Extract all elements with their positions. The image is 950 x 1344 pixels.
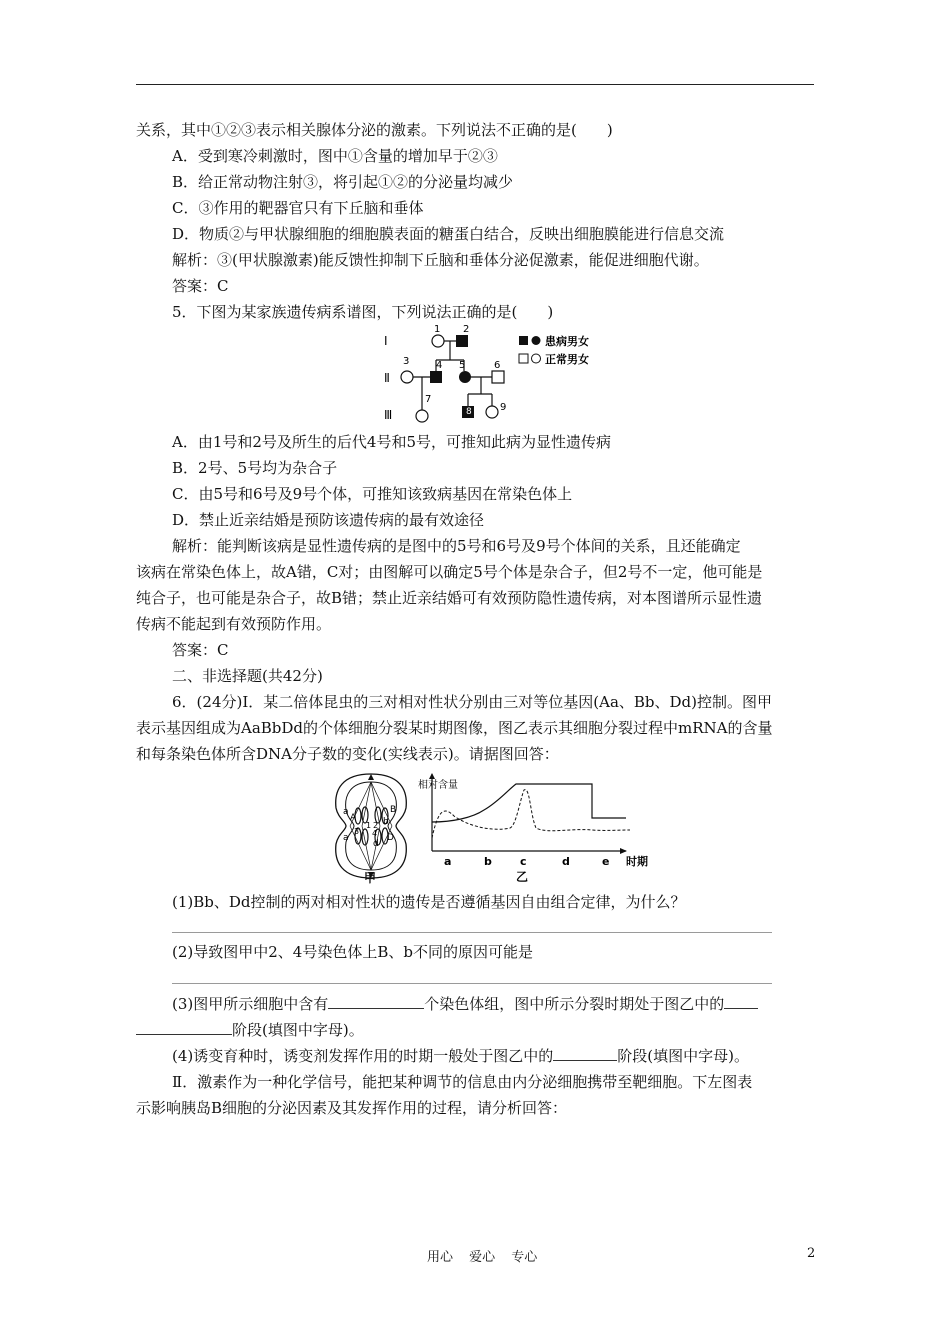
y-axis-label-text: 相对含量: [418, 780, 458, 791]
individual-number: 2: [463, 324, 470, 335]
answer-blank[interactable]: [553, 1046, 617, 1061]
chromosome-label: A: [350, 813, 357, 823]
legend-affected-male-icon: [519, 336, 528, 345]
question-6: 6．(24分)Ⅰ．某二倍体昆虫的三对相对性状分别由三对等位基因(Aa、Bb、Dd)控制。图甲: [172, 693, 772, 711]
page-number: 2: [807, 1246, 816, 1261]
subquestion-2: (2)导致图甲中2、4号染色体上B、b不同的原因可能是: [172, 943, 533, 961]
option-d: D．禁止近亲结婚是预防该遗传病的最有效途径: [172, 511, 485, 529]
answer-blank[interactable]: [328, 994, 424, 1009]
analysis: 该病在常染色体上，故A错，C对；由图解可以确定5号个体是杂合子，但2号不一定，他可能是: [136, 563, 763, 581]
section-heading: 二、非选择题(共42分): [172, 667, 323, 685]
individual-number: 9: [500, 402, 507, 413]
individual-2: [456, 335, 468, 347]
legend-normal-male-icon: [519, 354, 528, 363]
analysis: 解析：能判断该病是显性遗传病的是图中的5号和6号及9号个体间的关系，且还能确定: [172, 537, 741, 555]
chromosome-label: 4: [372, 829, 378, 838]
header-rule: [136, 84, 814, 85]
question-6: 表示基因组成为AaBbDd的个体细胞分裂某时期图像，图乙表示其细胞分裂过程中mRNA的含量: [136, 719, 773, 737]
answer-blank[interactable]: [724, 994, 758, 1009]
individual-number: 4: [436, 360, 443, 371]
analysis: 解析：③(甲状腺激素)能反馈性抑制下丘脑和垂体分泌促激素，能促进细胞代谢。: [172, 251, 709, 269]
answer: 答案：C: [172, 277, 229, 295]
generation-label-2: Ⅱ: [384, 371, 390, 385]
individual-number: 1: [434, 324, 441, 335]
chromosome-label: a: [343, 833, 349, 843]
generation-label-3: Ⅲ: [384, 408, 393, 422]
analysis: 传病不能起到有效预防作用。: [136, 615, 332, 633]
x-tick-b: b: [484, 855, 492, 868]
series-mrna-dashed: [432, 790, 630, 838]
subquestion-3-text: 个染色体组，图中所示分裂时期处于图乙中的: [424, 995, 725, 1013]
individual-3: [401, 371, 413, 383]
figure-yi-chart: [412, 770, 672, 884]
option-b: B．2号、5号均为杂合子: [172, 459, 338, 477]
subquestion-3-text: (3)图甲所示细胞中含有: [172, 995, 329, 1013]
option-a: A．由1号和2号及所生的后代4号和5号，可推知此病为显性遗传病: [172, 433, 612, 451]
part-two: Ⅱ．激素作为一种化学信号，能把某种调节的信息由内分泌细胞携带至靶细胞。下左图表: [172, 1073, 753, 1091]
legend-normal-female-icon: [532, 354, 541, 363]
answer-line[interactable]: [172, 983, 772, 984]
option-c: C．③作用的靶器官只有下丘脑和垂体: [172, 199, 424, 217]
legend-normal-label: 正常男女: [545, 353, 589, 366]
x-tick-e: e: [602, 855, 610, 868]
analysis: 纯合子，也可能是杂合子，故B错；禁止近亲结婚可有效预防隐性遗传病，对本图谱所示显性遗: [136, 589, 763, 607]
option-d: D．物质②与甲状腺细胞的细胞膜表面的糖蛋白结合，反映出细胞膜能进行信息交流: [172, 225, 725, 243]
legend-affected-female-icon: [532, 336, 541, 345]
figure-yi-label: 乙: [516, 870, 529, 884]
chromosome-label: 2: [373, 821, 379, 830]
x-ticks: [444, 855, 609, 868]
subquestion-4-text: (4)诱变育种时，诱变剂发挥作用的时期一般处于图乙中的: [172, 1047, 554, 1065]
generation-label-1: Ⅰ: [384, 334, 388, 348]
individual-number: 5: [459, 360, 466, 371]
individual-number: 3: [403, 356, 410, 367]
chromosome-label: 1: [366, 821, 372, 830]
chromosome-label: 3: [354, 827, 360, 836]
figure-jia-cell: [328, 768, 414, 884]
part-two: 示影响胰岛B细胞的分泌因素及其发挥作用的过程，请分析回答：: [136, 1099, 568, 1117]
individual-6: [492, 371, 504, 383]
chromosome-label: B: [390, 805, 397, 815]
legend-affected-label: 患病男女: [545, 335, 589, 348]
subquestion-3-continued: [136, 1020, 364, 1040]
individual-number: 6: [494, 360, 501, 371]
option-a: A．受到寒冷刺激时，图中①含量的增加早于②③: [172, 147, 498, 165]
chromosome-label: a: [343, 807, 349, 817]
individual-4: [430, 371, 442, 383]
individual-9: [486, 406, 498, 418]
x-tick-c: c: [520, 855, 527, 868]
answer-line[interactable]: [172, 932, 772, 933]
subquestion-3-text: 阶段(填图中字母)。: [232, 1021, 364, 1039]
chromosome-label: D: [387, 833, 394, 843]
x-tick-d: d: [562, 855, 570, 868]
answer: 答案：C: [172, 641, 229, 659]
x-tick-a: a: [444, 855, 452, 868]
question-5: 5．下图为某家族遗传病系谱图，下列说法正确的是( ): [172, 303, 554, 321]
series-dna-solid: [432, 784, 626, 822]
individual-7: [416, 410, 428, 422]
text-line: 关系，其中①②③表示相关腺体分泌的激素。下列说法不正确的是( ): [136, 121, 613, 139]
y-axis-label: [418, 778, 458, 791]
subquestion-4: [172, 1046, 749, 1066]
chromosome-label: d: [373, 839, 379, 849]
figure-jia-label: 甲: [364, 871, 377, 885]
answer-blank[interactable]: [136, 1020, 232, 1035]
individual-1: [432, 335, 444, 347]
option-b: B．给正常动物注射③，将引起①②的分泌量均减少: [172, 173, 514, 191]
pedigree-chart: [370, 322, 620, 426]
chromosome-label: b: [383, 817, 389, 827]
x-axis-label: 时期: [626, 855, 648, 868]
individual-5: [459, 371, 471, 383]
subquestion-3: [172, 994, 758, 1014]
footer-motto: 用心 爱心 专心: [427, 1250, 538, 1265]
individual-number: 8: [466, 407, 472, 417]
subquestion-1: (1)Bb、Dd控制的两对相对性状的遗传是否遵循基因自由组合定律，为什么？: [172, 893, 686, 911]
individual-number: 7: [425, 394, 432, 405]
option-c: C．由5号和6号及9号个体，可推知该致病基因在常染色体上: [172, 485, 573, 503]
question-6: 和每条染色体所含DNA分子数的变化(实线表示)。请据图回答：: [136, 745, 559, 763]
subquestion-4-text: 阶段(填图中字母)。: [617, 1047, 749, 1065]
